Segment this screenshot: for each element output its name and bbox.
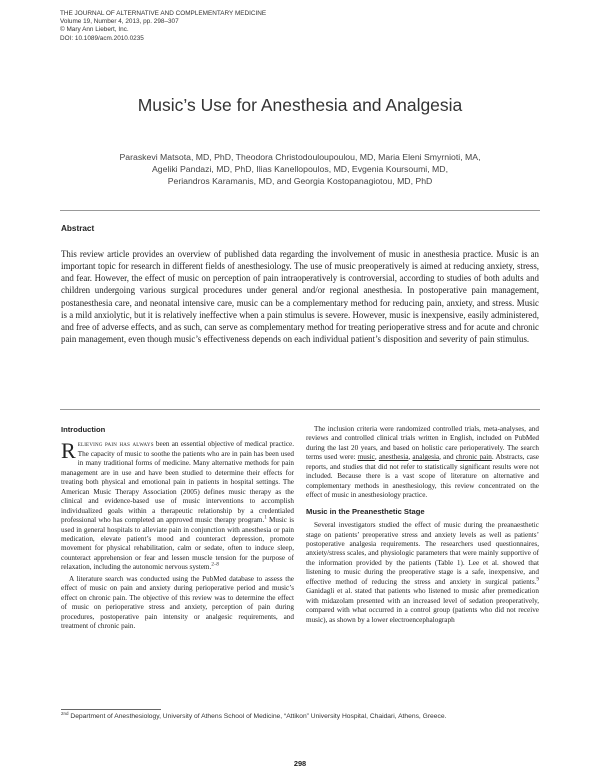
page-number: 298 [293,759,307,768]
intro-text: been an essential objective of medical practice. The capacity of music to soothe the patients who are in pain has been used in many traditional forms of medicine. Many alternative methods for pain management are in use and have been studied to determine their effects for treating both physical and emotional pain in patients in hospital settings. The American Music Therapy Association (2005) defines music therapy as the clinical and evidence-based use of music interventions to accomplish individualized goals within a therapeutic relationship by a credentialed professional who has completed an approved music therapy program. [61,440,294,525]
abstract-top-rule [60,210,540,211]
drop-cap: R [61,438,76,464]
right-column [306,425,539,625]
separator: , [374,453,379,462]
preanesthetic-text: Several investigators studied the effect of music during the preanaesthetic stage on patients’ preoperative stress and anxiety levels as well as patients’ postoperative analgesia requirements. The researchers used questionnaires, anxiety/stress scales, and physiologic parameters that were mainly supportive of the information provided by the patients (Table 1). Lee et al. showed that listening to music during the preoperative stage is a safe, inexpensive, and effective method of reducing the stress and anxiety in surgical patients. [306,521,539,586]
journal-header [60,10,266,43]
separator: , and [439,453,456,462]
author-line: Paraskevi Matsota, MD, PhD, Theodora Christodouloupoulou, MD, Maria Eleni Smyrnioti, MA, [119,152,481,162]
introduction-heading: Introduction [61,425,106,434]
citation-sup[interactable]: 2–8 [211,562,219,568]
preanesthetic-text-cont: Ganidagli et al. stated that patients who listened to music after premedication with midazolam presented with an increased level of sedation preoperatively, compared with what occurred in a control group (patients who did not receive music), as shown by a lower electroencephalograph [306,587,539,624]
footnote-marker: 2nd [61,710,69,716]
search-term-anesthesia[interactable]: anesthesia [378,453,409,462]
author-line: Periandros Karamanis, MD, and Georgia Kostopanagiotou, MD, PhD [167,176,433,186]
abstract-text: This review article provides an overview of published data regarding the involvement of music in anesthesia practice. Music is an important topic for research in different fields of anesthesiology. The use of music preoperatively is aimed at reducing anxiety, stress, and fear. However, the effect of music on perception of pain intraoperatively is controversial, according to studies of both adults and children undergoing various surgical procedures under general and/or regional anesthesia. In postoperative pain management, postanesthesia care, and neonatal intensive care, music can be a complementary method for reducing pain, anxiety, and stress. Music is a mild anxiolytic, but it is relatively ineffective when a pain stimulus is severe. However, music is inexpensive, easily administered, and free of adverse effects, and as such, can serve as complementary method for treating perioperative stress and for acute and chronic pain management, even though music’s effectiveness depends on each individual patient’s disposition and severity of pain stimulus. [61,249,539,345]
author-line: Ageliki Pandazi, MD, PhD, Ilias Kanellopoulos, MD, Evgenia Koursoumi, MD, [152,164,448,174]
journal-volume: Volume 19, Number 4, 2013, pp. 298–307 [60,18,179,26]
journal-doi[interactable]: DOI: 10.1089/acm.2010.0235 [60,34,144,42]
preanesthetic-heading: Music in the Preanesthetic Stage [306,506,425,516]
citation-sup[interactable]: 1 [264,515,267,521]
affiliation-footnote [61,710,539,720]
abstract-bottom-rule [60,409,540,410]
search-term-analgesia[interactable]: analgesia [412,453,440,462]
inclusion-text-end: . Abstracts, case reports, and studies that did not refer to statistically significant results were not included. Because there is a vast scope of literature on alternative and complementary methods in anesthesiology, this review concentrated on the effect of music in anesthesiology practice. [306,453,539,500]
search-term-music[interactable]: music [357,453,375,462]
inclusion-paragraph [306,425,539,501]
footnote-rule [61,709,161,710]
intro-paragraph-1 [61,440,294,572]
footnote-text: Department of Anesthesiology, University of Athens School of Medicine, “Attikon” University Hospital, Chaidari, Athens, Greece. [68,713,447,720]
search-term-chronic-pain[interactable]: chronic pain [455,453,492,462]
intro-paragraph-2: A literature search was conducted using the PubMed database to assess the effect of music on pain and anxiety during perioperative period and music’s effect on chronic pain. The objective of this review was to determine the effect of music on perioperative stress and anxiety, perception of pain during procedures, postoperative pain intensity or analgesic requirements, and treatment of chronic pain. [61,574,294,631]
journal-name: THE JOURNAL OF ALTERNATIVE AND COMPLEMENTARY MEDICINE [60,10,267,17]
intro-lead-smallcaps: elieving pain has always [77,440,154,449]
article-title: Music’s Use for Anesthesia and Analgesia [137,95,463,115]
preanesthetic-paragraph [306,521,539,625]
abstract-heading: Abstract [61,224,95,233]
separator: , [408,453,413,462]
author-list [60,151,540,187]
citation-sup[interactable]: 9 [536,577,539,583]
left-column [61,425,294,632]
journal-copyright: © Mary Ann Liebert, Inc. [60,26,129,34]
intro-text-cont: Music is used in general hospitals to alleviate pain in conjunction with anesthesia or pain medication, elevate patient’s mood and counteract depression, promote movement for physical rehabilitation, calm or sedate, often to induce sleep, counteract apprehension or fear and lessen muscle tension for the purpose of relaxation, including the autonomic nervous system. [61,516,295,572]
inclusion-text: The inclusion criteria were randomized controlled trials, meta-analyses, and reviews and controlled clinical trials written in English, included on PubMed during the last 20 years, and based on holistic care perioperatively. The search terms used were: [306,425,539,462]
